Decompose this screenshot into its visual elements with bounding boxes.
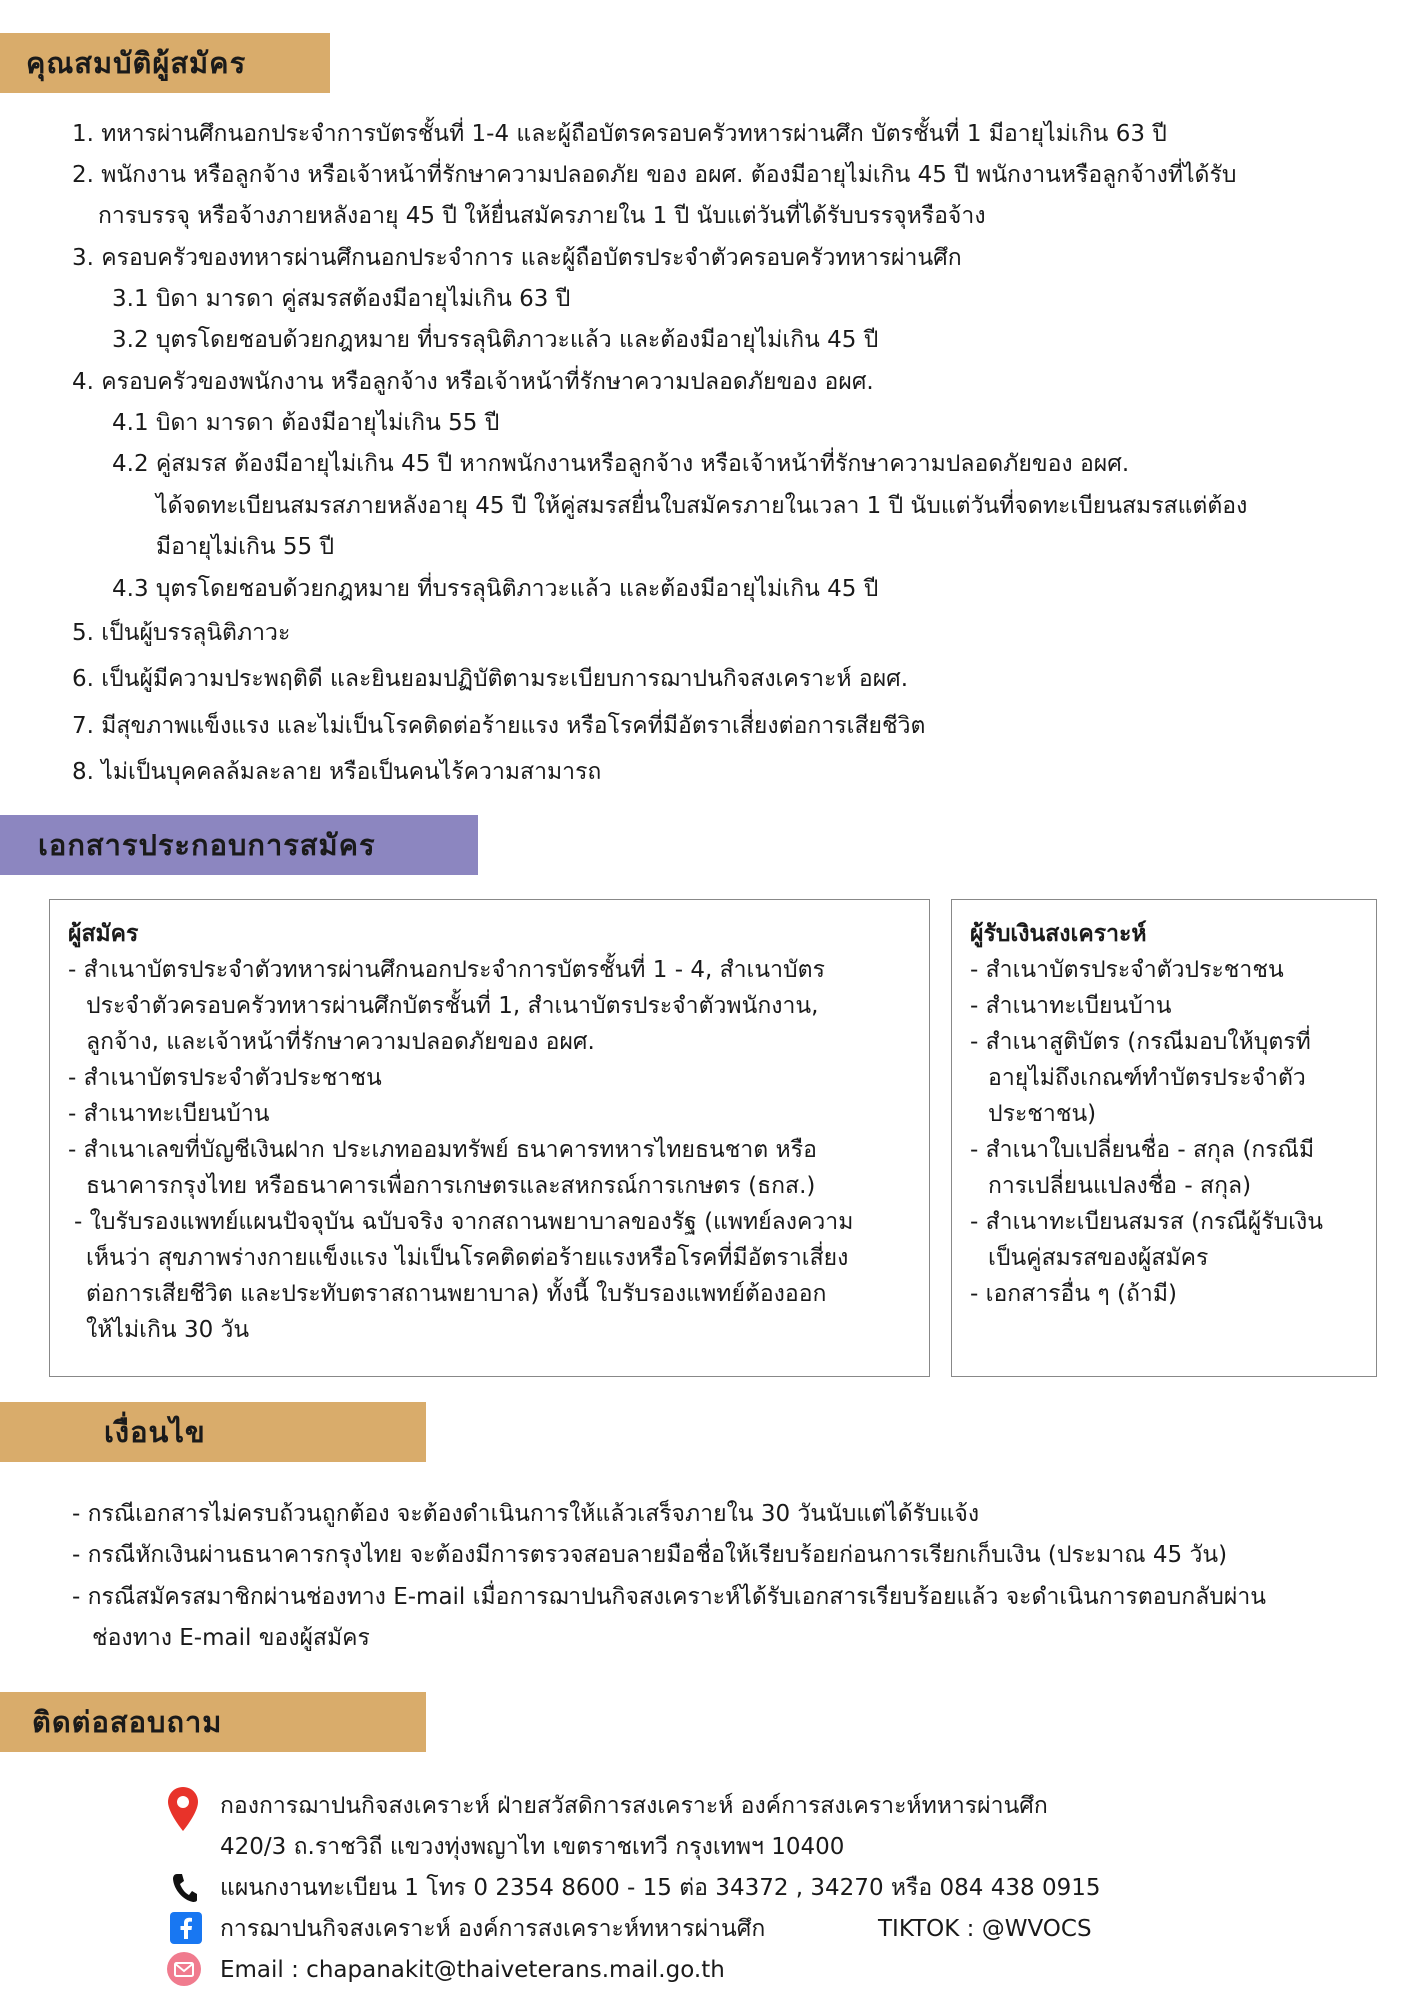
qualification-line: 2. พนักงาน หรือลูกจ้าง หรือเจ้าหน้าที่รักษาความปลอดภัย ของ อผศ. ต้องมีอายุไม่เกิน 45 ปี พนักงานหรือลูกจ้างที่ได้รับ: [72, 162, 1237, 188]
document-line: - สำเนาใบเปลี่ยนชื่อ - สกุล (กรณีมี: [970, 1137, 1315, 1163]
document-line: - สำเนาทะเบียนสมรส (กรณีผู้รับเงิน: [970, 1209, 1323, 1235]
document-line: - สำเนาทะเบียนบ้าน: [68, 1101, 270, 1127]
contact-header-text: ติดต่อสอบถาม: [32, 1705, 223, 1739]
document-line: - สำเนาบัตรประจำตัวทหารผ่านศึกนอกประจำการบัตรชั้นที่ 1 - 4, สำเนาบัตร: [68, 957, 825, 983]
qualification-line: 8. ไม่เป็นบุคคลล้มละลาย หรือเป็นคนไร้ความสามารถ: [72, 759, 602, 785]
qualification-line: 3. ครอบครัวของทหารผ่านศึกนอกประจำการ และผู้ถือบัตรประจำตัวครอบครัวทหารผ่านศึก: [72, 245, 962, 271]
beneficiary-documents-box: [951, 899, 1377, 1377]
document-line: - สำเนาเลขที่บัญชีเงินฝาก ประเภทออมทรัพย์ ธนาคารทหารไทยธนชาต หรือ: [68, 1137, 817, 1163]
condition-line: ช่องทาง E-mail ของผู้สมัคร: [92, 1625, 370, 1651]
document-line: - สำเนาทะเบียนบ้าน: [970, 993, 1172, 1019]
conditions-header-text: เงื่อนไข: [104, 1415, 206, 1449]
qualification-line: 3.1 บิดา มารดา คู่สมรสต้องมีอายุไม่เกิน 63 ปี: [112, 286, 571, 312]
conditions-header: [0, 1402, 426, 1462]
condition-line: - กรณีเอกสารไม่ครบถ้วนถูกต้อง จะต้องดำเนินการให้แล้วเสร็จภายใน 30 วันนับแต่ได้รับแจ้ง: [72, 1501, 980, 1527]
contact-tiktok[interactable]: TIKTOK : @WVOCS: [878, 1916, 1092, 1942]
qualification-line: 6. เป็นผู้มีความประพฤติดี และยินยอมปฏิบัติตามระเบียบการฌาปนกิจสงเคราะห์ อผศ.: [72, 666, 909, 692]
condition-line: - กรณีหักเงินผ่านธนาคารกรุงไทย จะต้องมีการตรวจสอบลายมือชื่อให้เรียบร้อยก่อนการเรียกเก็บเงิน (ประมาณ 45 วัน): [72, 1542, 1228, 1568]
document-line: ประจำตัวครอบครัวทหารผ่านศึกบัตรชั้นที่ 1, สำเนาบัตรประจำตัวพนักงาน,: [86, 993, 819, 1019]
document-line: ธนาคารกรุงไทย หรือธนาคารเพื่อการเกษตรและสหกรณ์การเกษตร (ธกส.): [86, 1173, 816, 1199]
contact-header: [0, 1692, 426, 1752]
qualification-line: 4.1 บิดา มารดา ต้องมีอายุไม่เกิน 55 ปี: [112, 410, 500, 436]
qualifications-header: [0, 33, 330, 93]
qualification-line: มีอายุไม่เกิน 55 ปี: [156, 534, 335, 560]
applicant-documents-title: ผู้สมัคร: [68, 921, 139, 947]
qualification-line: 7. มีสุขภาพแข็งแรง และไม่เป็นโรคติดต่อร้ายแรง หรือโรคที่มีอัตราเสี่ยงต่อการเสียชีวิต: [72, 713, 926, 739]
beneficiary-documents-title: ผู้รับเงินสงเคราะห์: [970, 921, 1147, 947]
facebook-icon[interactable]: [170, 1912, 202, 1944]
document-line: ประชาชน): [988, 1101, 1097, 1127]
document-line: อายุไม่ถึงเกณฑ์ทำบัตรประจำตัว: [988, 1065, 1306, 1091]
documents-header-text: เอกสารประกอบการสมัคร: [38, 828, 376, 862]
document-line: - ใบรับรองแพทย์แผนปัจจุบัน ฉบับจริง จากสถานพยาบาลของรัฐ (แพทย์ลงความ: [74, 1209, 854, 1235]
qualification-line: 4.2 คู่สมรส ต้องมีอายุไม่เกิน 45 ปี หากพนักงานหรือลูกจ้าง หรือเจ้าหน้าที่รักษาความปลอดภัยของ อผศ.: [112, 451, 1130, 477]
document-line: การเปลี่ยนแปลงชื่อ - สกุล): [988, 1173, 1252, 1199]
document-line: - สำเนาบัตรประจำตัวประชาชน: [68, 1065, 382, 1091]
applicant-documents-box: [49, 899, 930, 1377]
document-line: เห็นว่า สุขภาพร่างกายแข็งแรง ไม่เป็นโรคติดต่อร้ายแรงหรือโรคที่มีอัตราเสี่ยง: [86, 1245, 849, 1271]
location-pin-icon: [166, 1786, 200, 1832]
qualification-line: 4. ครอบครัวของพนักงาน หรือลูกจ้าง หรือเจ้าหน้าที่รักษาความปลอดภัยของ อผศ.: [72, 369, 874, 395]
documents-header: [0, 815, 478, 875]
qualification-line: 3.2 บุตรโดยชอบด้วยกฎหมาย ที่บรรลุนิติภาวะแล้ว และต้องมีอายุไม่เกิน 45 ปี: [112, 327, 879, 353]
email-icon[interactable]: [166, 1951, 202, 1987]
contact-email[interactable]: Email : chapanakit@thaiveterans.mail.go.th: [220, 1957, 725, 1983]
qualification-line: ได้จดทะเบียนสมรสภายหลังอายุ 45 ปี ให้คู่สมรสยื่นใบสมัครภายในเวลา 1 ปี นับแต่วันที่จดทะเบียนสมรสแต่ต้อง: [156, 493, 1248, 519]
qualifications-header-text: คุณสมบัติผู้สมัคร: [26, 46, 247, 80]
qualification-line: 4.3 บุตรโดยชอบด้วยกฎหมาย ที่บรรลุนิติภาวะแล้ว และต้องมีอายุไม่เกิน 45 ปี: [112, 576, 879, 602]
condition-line: - กรณีสมัครสมาชิกผ่านช่องทาง E-mail เมื่อการฌาปนกิจสงเคราะห์ได้รับเอกสารเรียบร้อยแล้ว จะดำเนินการตอบกลับผ่าน: [72, 1584, 1266, 1610]
contact-address-line2: 420/3 ถ.ราชวิถี แขวงทุ่งพญาไท เขตราชเทวี กรุงเทพฯ 10400: [220, 1834, 845, 1860]
qualification-line: การบรรจุ หรือจ้างภายหลังอายุ 45 ปี ให้ยื่นสมัครภายใน 1 ปี นับแต่วันที่ได้รับบรรจุหรือจ้าง: [98, 203, 986, 229]
document-line: - สำเนาบัตรประจำตัวประชาชน: [970, 957, 1284, 983]
document-line: ต่อการเสียชีวิต และประทับตราสถานพยาบาล) ทั้งนี้ ใบรับรองแพทย์ต้องออก: [86, 1281, 827, 1307]
document-line: ลูกจ้าง, และเจ้าหน้าที่รักษาความปลอดภัยของ อผศ.: [86, 1029, 595, 1055]
document-line: - สำเนาสูติบัตร (กรณีมอบให้บุตรที่: [970, 1029, 1311, 1055]
document-line: ให้ไม่เกิน 30 วัน: [86, 1317, 250, 1343]
document-line: - เอกสารอื่น ๆ (ถ้ามี): [970, 1281, 1177, 1307]
contact-address-line1: กองการฌาปนกิจสงเคราะห์ ฝ่ายสวัสดิการสงเคราะห์ องค์การสงเคราะห์ทหารผ่านศึก: [220, 1793, 1048, 1819]
qualification-line: 1. ทหารผ่านศึกนอกประจำการบัตรชั้นที่ 1-4 และผู้ถือบัตรครอบครัวทหารผ่านศึก บัตรชั้นที่ 1 มีอายุไม่เกิน 63 ปี: [72, 121, 1167, 147]
phone-icon: [172, 1873, 198, 1903]
contact-facebook[interactable]: การฌาปนกิจสงเคราะห์ องค์การสงเคราะห์ทหารผ่านศึก: [220, 1916, 766, 1942]
qualification-line: 5. เป็นผู้บรรลุนิติภาวะ: [72, 620, 291, 646]
contact-phone[interactable]: แผนกงานทะเบียน 1 โทร 0 2354 8600 - 15 ต่อ 34372 , 34270 หรือ 084 438 0915: [220, 1875, 1101, 1901]
document-line: เป็นคู่สมรสของผู้สมัคร: [988, 1245, 1209, 1271]
